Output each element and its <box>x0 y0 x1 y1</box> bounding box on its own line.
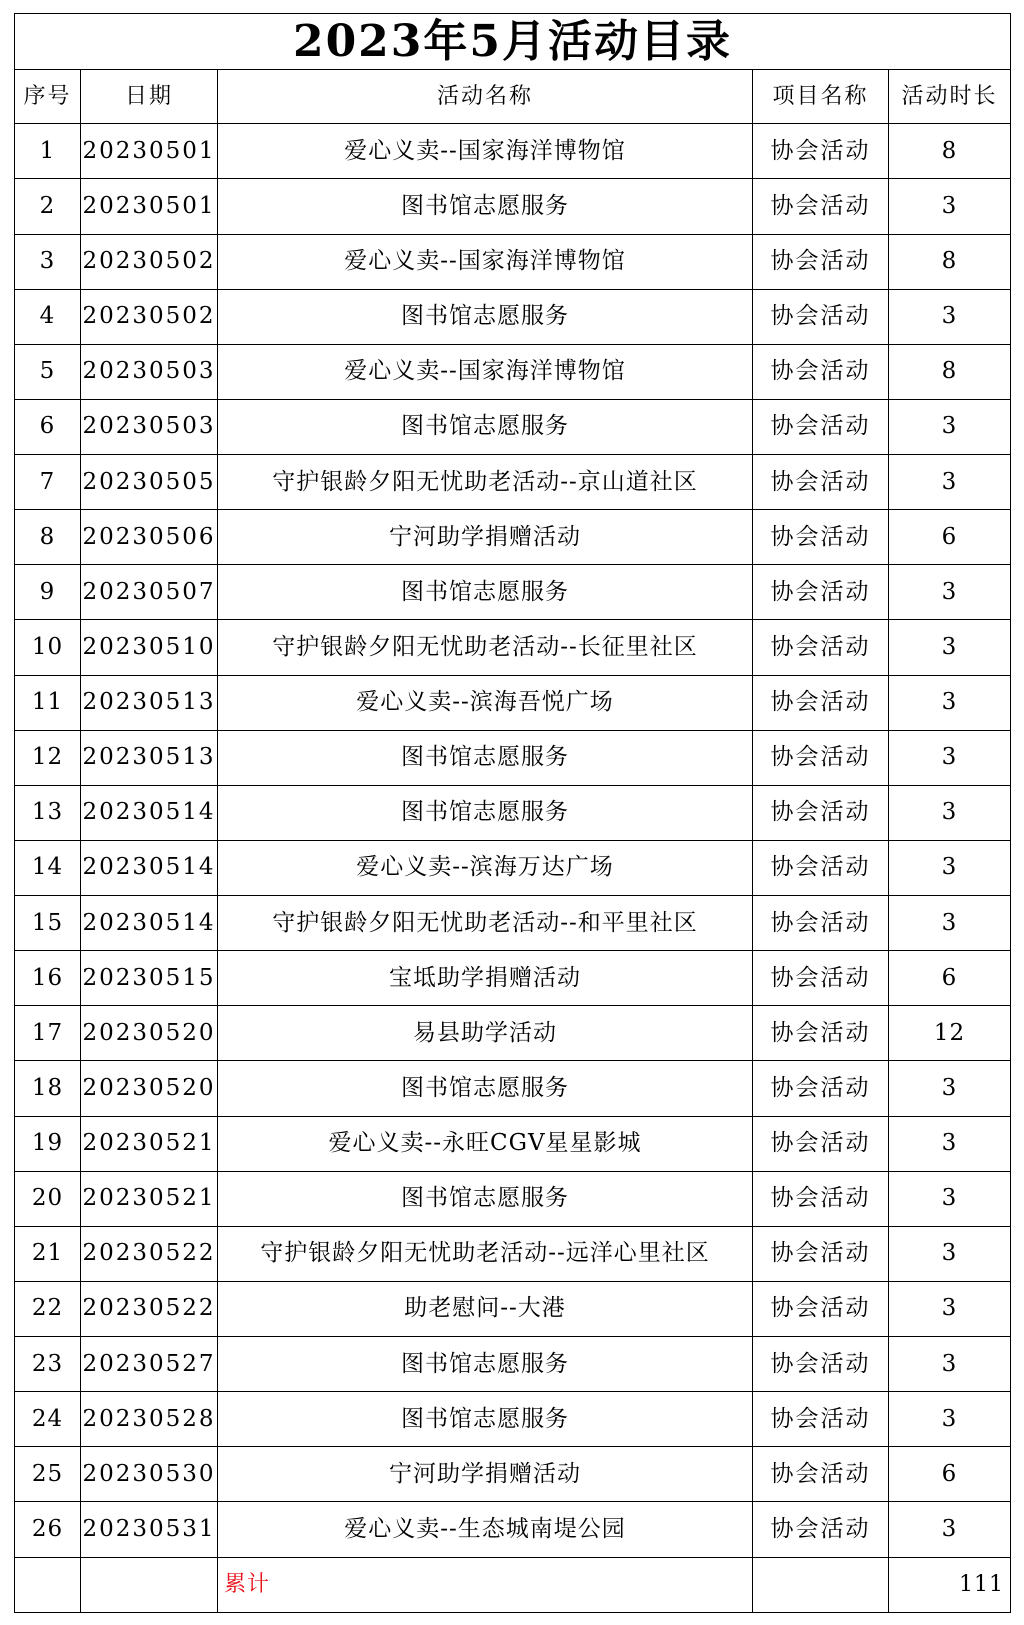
table-row <box>15 730 1011 785</box>
cell-project-name: 协会活动 <box>753 675 889 730</box>
cell-no: 25 <box>15 1447 81 1502</box>
header-no: 序号 <box>15 70 81 124</box>
cell-project-name: 协会活动 <box>753 896 889 951</box>
cell-date: 20230513 <box>81 730 218 785</box>
total-row <box>15 1557 1011 1612</box>
cell-date: 20230503 <box>81 344 218 399</box>
cell-activity-name: 图书馆志愿服务 <box>218 289 753 344</box>
cell-no: 4 <box>15 289 81 344</box>
cell-duration: 3 <box>889 565 1011 620</box>
cell-project-name: 协会活动 <box>753 730 889 785</box>
cell-no: 10 <box>15 620 81 675</box>
cell-duration: 3 <box>889 620 1011 675</box>
cell-date: 20230501 <box>81 179 218 234</box>
cell-duration: 3 <box>889 1281 1011 1336</box>
cell-project-name: 协会活动 <box>753 1502 889 1557</box>
cell-project-name: 协会活动 <box>753 234 889 289</box>
cell-date: 20230527 <box>81 1337 218 1392</box>
cell-activity-name: 宁河助学捐赠活动 <box>218 1447 753 1502</box>
cell-activity-name: 爱心义卖--永旺CGV星星影城 <box>218 1116 753 1171</box>
table-row <box>15 289 1011 344</box>
cell-activity-name: 易县助学活动 <box>218 1006 753 1061</box>
table-row <box>15 234 1011 289</box>
cell-duration: 3 <box>889 1116 1011 1171</box>
cell-no: 20 <box>15 1171 81 1226</box>
cell-duration: 3 <box>889 896 1011 951</box>
table-row <box>15 896 1011 951</box>
cell-no: 24 <box>15 1392 81 1447</box>
table-row <box>15 510 1011 565</box>
cell-duration: 3 <box>889 179 1011 234</box>
cell-date: 20230515 <box>81 951 218 1006</box>
cell-duration: 3 <box>889 675 1011 730</box>
cell-no: 8 <box>15 510 81 565</box>
header-duration: 活动时长 <box>889 70 1011 124</box>
table-row <box>15 399 1011 454</box>
cell-project-name: 协会活动 <box>753 1116 889 1171</box>
cell-duration: 8 <box>889 344 1011 399</box>
cell-no: 5 <box>15 344 81 399</box>
cell-activity-name: 图书馆志愿服务 <box>218 179 753 234</box>
cell-project-name: 协会活动 <box>753 1392 889 1447</box>
activity-table <box>14 13 1011 1613</box>
cell-no: 23 <box>15 1337 81 1392</box>
cell-date: 20230507 <box>81 565 218 620</box>
cell-no: 11 <box>15 675 81 730</box>
cell-duration: 3 <box>889 1171 1011 1226</box>
cell-date: 20230521 <box>81 1171 218 1226</box>
total-value: 111 <box>889 1557 1011 1612</box>
cell-duration: 6 <box>889 951 1011 1006</box>
cell-duration: 3 <box>889 1392 1011 1447</box>
cell-duration: 3 <box>889 785 1011 840</box>
header-activity-name: 活动名称 <box>218 70 753 124</box>
table-row <box>15 785 1011 840</box>
cell-duration: 3 <box>889 1502 1011 1557</box>
cell-activity-name: 图书馆志愿服务 <box>218 1337 753 1392</box>
cell-no: 9 <box>15 565 81 620</box>
cell-no: 19 <box>15 1116 81 1171</box>
cell-date: 20230506 <box>81 510 218 565</box>
cell-activity-name: 守护银龄夕阳无忧助老活动--远洋心里社区 <box>218 1226 753 1281</box>
cell-project-name: 协会活动 <box>753 124 889 179</box>
cell-activity-name: 图书馆志愿服务 <box>218 399 753 454</box>
cell-duration: 3 <box>889 399 1011 454</box>
total-empty-1 <box>15 1557 81 1612</box>
cell-date: 20230514 <box>81 840 218 895</box>
cell-project-name: 协会活动 <box>753 1006 889 1061</box>
cell-no: 13 <box>15 785 81 840</box>
table-row <box>15 1281 1011 1336</box>
cell-activity-name: 爱心义卖--滨海万达广场 <box>218 840 753 895</box>
cell-project-name: 协会活动 <box>753 510 889 565</box>
cell-project-name: 协会活动 <box>753 840 889 895</box>
cell-date: 20230502 <box>81 234 218 289</box>
cell-activity-name: 图书馆志愿服务 <box>218 1061 753 1116</box>
cell-date: 20230521 <box>81 1116 218 1171</box>
table-row <box>15 1061 1011 1116</box>
table-row <box>15 1006 1011 1061</box>
cell-activity-name: 图书馆志愿服务 <box>218 730 753 785</box>
cell-date: 20230530 <box>81 1447 218 1502</box>
header-date: 日期 <box>81 70 218 124</box>
cell-no: 1 <box>15 124 81 179</box>
table-row <box>15 1171 1011 1226</box>
cell-project-name: 协会活动 <box>753 1061 889 1116</box>
cell-project-name: 协会活动 <box>753 620 889 675</box>
cell-duration: 8 <box>889 124 1011 179</box>
cell-date: 20230502 <box>81 289 218 344</box>
cell-date: 20230514 <box>81 896 218 951</box>
table-title: 2023年5月活动目录 <box>15 14 1011 70</box>
table-row <box>15 675 1011 730</box>
cell-no: 2 <box>15 179 81 234</box>
header-row <box>15 70 1011 124</box>
cell-activity-name: 爱心义卖--生态城南堤公园 <box>218 1502 753 1557</box>
cell-no: 7 <box>15 455 81 510</box>
cell-no: 21 <box>15 1226 81 1281</box>
cell-activity-name: 图书馆志愿服务 <box>218 1392 753 1447</box>
cell-date: 20230522 <box>81 1281 218 1336</box>
table-row <box>15 951 1011 1006</box>
cell-no: 26 <box>15 1502 81 1557</box>
table-row <box>15 1447 1011 1502</box>
table-row <box>15 840 1011 895</box>
table-row <box>15 620 1011 675</box>
cell-activity-name: 图书馆志愿服务 <box>218 785 753 840</box>
total-label: 累计 <box>218 1557 753 1612</box>
table-row <box>15 1502 1011 1557</box>
cell-activity-name: 助老慰问--大港 <box>218 1281 753 1336</box>
cell-date: 20230531 <box>81 1502 218 1557</box>
cell-activity-name: 守护银龄夕阳无忧助老活动--京山道社区 <box>218 455 753 510</box>
cell-no: 22 <box>15 1281 81 1336</box>
cell-project-name: 协会活动 <box>753 455 889 510</box>
table-row <box>15 1116 1011 1171</box>
table-row <box>15 179 1011 234</box>
total-empty-2 <box>81 1557 218 1612</box>
cell-no: 3 <box>15 234 81 289</box>
cell-project-name: 协会活动 <box>753 951 889 1006</box>
cell-project-name: 协会活动 <box>753 1171 889 1226</box>
cell-duration: 3 <box>889 1061 1011 1116</box>
table-row <box>15 1337 1011 1392</box>
cell-duration: 6 <box>889 1447 1011 1502</box>
table-row <box>15 344 1011 399</box>
cell-project-name: 协会活动 <box>753 1447 889 1502</box>
cell-no: 18 <box>15 1061 81 1116</box>
cell-date: 20230503 <box>81 399 218 454</box>
cell-no: 12 <box>15 730 81 785</box>
cell-project-name: 协会活动 <box>753 1281 889 1336</box>
cell-date: 20230520 <box>81 1006 218 1061</box>
cell-activity-name: 爱心义卖--国家海洋博物馆 <box>218 124 753 179</box>
cell-activity-name: 守护银龄夕阳无忧助老活动--长征里社区 <box>218 620 753 675</box>
cell-project-name: 协会活动 <box>753 785 889 840</box>
cell-project-name: 协会活动 <box>753 289 889 344</box>
table-row <box>15 1226 1011 1281</box>
cell-activity-name: 宁河助学捐赠活动 <box>218 510 753 565</box>
cell-duration: 8 <box>889 234 1011 289</box>
cell-date: 20230520 <box>81 1061 218 1116</box>
cell-activity-name: 爱心义卖--国家海洋博物馆 <box>218 234 753 289</box>
cell-duration: 3 <box>889 1226 1011 1281</box>
table-row <box>15 565 1011 620</box>
cell-project-name: 协会活动 <box>753 179 889 234</box>
cell-activity-name: 图书馆志愿服务 <box>218 1171 753 1226</box>
cell-date: 20230510 <box>81 620 218 675</box>
cell-date: 20230522 <box>81 1226 218 1281</box>
table-row <box>15 455 1011 510</box>
cell-duration: 3 <box>889 1337 1011 1392</box>
cell-activity-name: 图书馆志愿服务 <box>218 565 753 620</box>
table-row <box>15 124 1011 179</box>
cell-duration: 12 <box>889 1006 1011 1061</box>
cell-duration: 6 <box>889 510 1011 565</box>
cell-activity-name: 爱心义卖--滨海吾悦广场 <box>218 675 753 730</box>
cell-date: 20230501 <box>81 124 218 179</box>
title-row <box>15 14 1011 70</box>
cell-project-name: 协会活动 <box>753 399 889 454</box>
cell-date: 20230513 <box>81 675 218 730</box>
cell-no: 15 <box>15 896 81 951</box>
total-empty-3 <box>753 1557 889 1612</box>
cell-project-name: 协会活动 <box>753 1337 889 1392</box>
cell-duration: 3 <box>889 455 1011 510</box>
cell-date: 20230505 <box>81 455 218 510</box>
cell-date: 20230514 <box>81 785 218 840</box>
header-project-name: 项目名称 <box>753 70 889 124</box>
cell-activity-name: 爱心义卖--国家海洋博物馆 <box>218 344 753 399</box>
cell-no: 6 <box>15 399 81 454</box>
cell-project-name: 协会活动 <box>753 344 889 399</box>
cell-activity-name: 宝坻助学捐赠活动 <box>218 951 753 1006</box>
cell-no: 17 <box>15 1006 81 1061</box>
cell-project-name: 协会活动 <box>753 565 889 620</box>
table-row <box>15 1392 1011 1447</box>
cell-date: 20230528 <box>81 1392 218 1447</box>
cell-duration: 3 <box>889 289 1011 344</box>
cell-no: 16 <box>15 951 81 1006</box>
cell-duration: 3 <box>889 840 1011 895</box>
cell-project-name: 协会活动 <box>753 1226 889 1281</box>
cell-activity-name: 守护银龄夕阳无忧助老活动--和平里社区 <box>218 896 753 951</box>
cell-duration: 3 <box>889 730 1011 785</box>
cell-no: 14 <box>15 840 81 895</box>
